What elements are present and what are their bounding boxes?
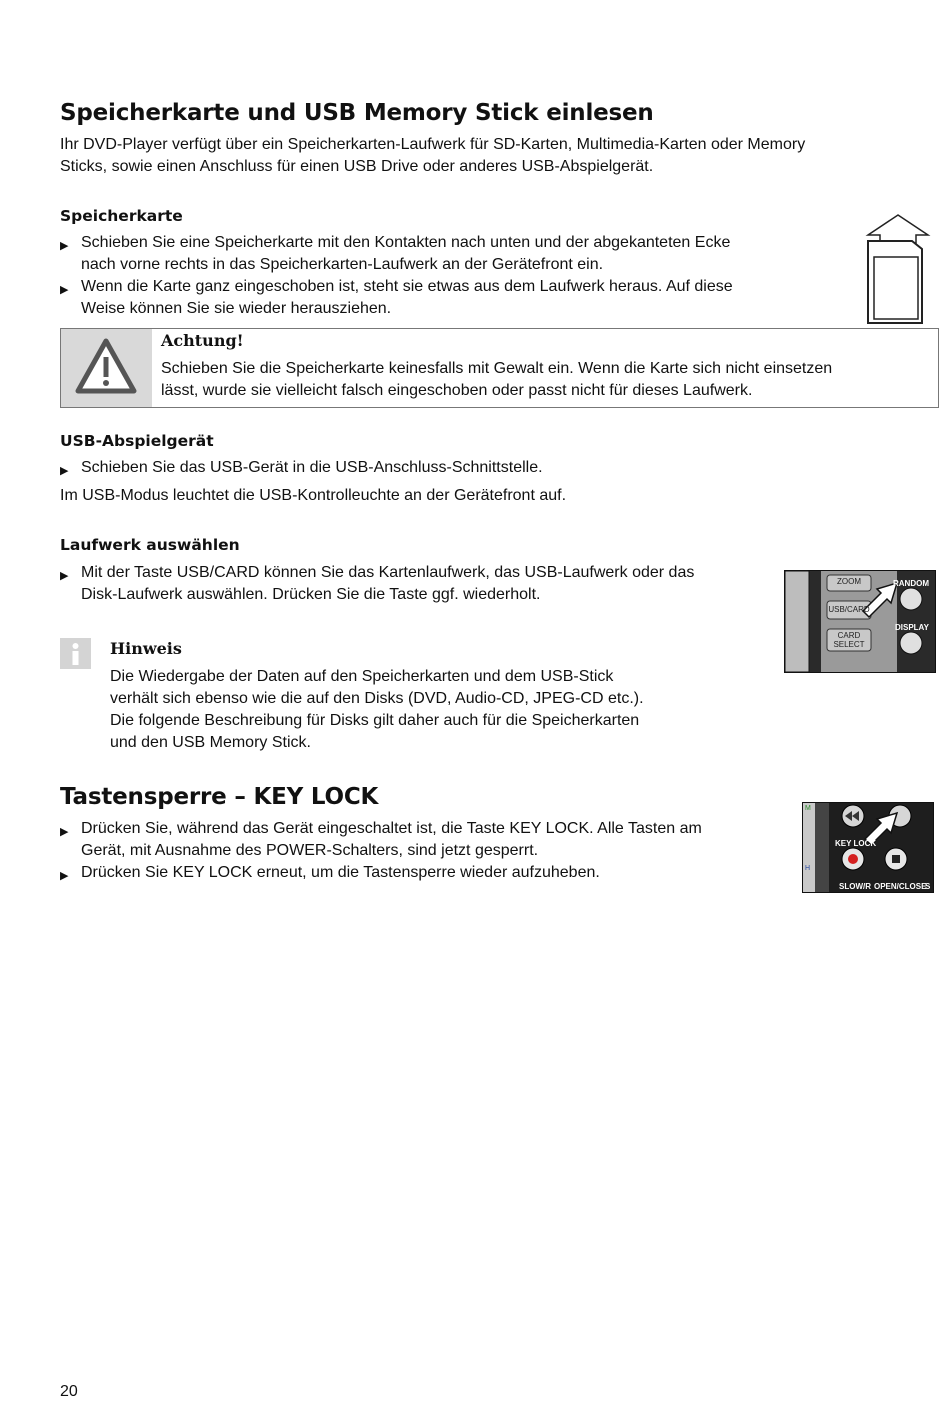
list-item [60, 276, 830, 320]
bullet-arrow-icon: ▶ [60, 870, 69, 882]
list-item [60, 232, 830, 276]
text: -Schalters, sind jetzt gesperrt. [326, 842, 539, 859]
bullet-arrow-icon: ▶ [60, 465, 69, 477]
list-item [60, 862, 790, 887]
card-label: CARD [837, 631, 861, 640]
bullet-text [81, 818, 702, 840]
text: Gerät, mit Ausnahme des [81, 842, 266, 859]
bullet-text: Disk-Laufwerk auswählen. Drücken Sie die Taste ggf. wiederholt. [81, 586, 541, 603]
s-label: S [925, 882, 931, 891]
bullet-text: nach vorne rechts in das Speicherkarten-Laufwerk an der Gerätefront ein. [81, 256, 604, 273]
bullet-text [81, 562, 694, 584]
key-name-keylock: KEY LOCK [509, 820, 590, 837]
text: können Sie das Kartenlaufwerk, das USB-Laufwerk oder das [259, 564, 695, 581]
bullet-arrow-icon: ▶ [60, 826, 69, 838]
hint-text-line: verhält sich ebenso wie die auf den Disks (DVD, Audio-CD, JPEG-CD etc.). [110, 690, 644, 707]
heading-usb: USB-Abspielgerät [60, 432, 214, 450]
h-label: H [805, 865, 811, 872]
intro-line-1: Ihr DVD-Player verfügt über ein Speicherkarten-Laufwerk für SD-Karten, Multimedia-Karten oder Memory [60, 136, 806, 153]
bullet-text: Schieben Sie das USB-Gerät in die USB-Anschluss-Schnittstelle. [81, 459, 543, 476]
list-item [60, 457, 543, 482]
section-title-memory-card: Speicherkarte und USB Memory Stick einlesen [60, 100, 654, 126]
hint-text [110, 666, 644, 754]
info-i-icon [60, 638, 91, 669]
hint-text-line: und den USB Memory Stick. [110, 734, 311, 751]
m-label: M [805, 805, 811, 812]
bullet-arrow-icon: ▶ [60, 570, 69, 582]
text: Drücken Sie, während das Gerät eingeschaltet ist, die Taste [81, 820, 510, 837]
section-title-key-lock: Tastensperre – KEY LOCK [60, 784, 379, 810]
key-name-power: POWER [265, 842, 327, 859]
keylock-label: KEY LOCK [835, 839, 877, 848]
keylock-list [60, 818, 790, 887]
hint-text-line: Die Wiedergabe der Daten auf den Speicherkarten und dem USB-Stick [110, 668, 614, 685]
bullet-text: Weise können Sie sie wieder herausziehen. [81, 300, 392, 317]
warning-text-line: lässt, wurde sie vielleicht falsch eingeschoben oder passt nicht für dieses Laufwerk. [161, 382, 753, 399]
slow-label: SLOW/R [839, 882, 871, 891]
info-icon [60, 638, 91, 669]
bullet-arrow-icon: ▶ [60, 284, 69, 296]
heading-speicherkarte: Speicherkarte [60, 207, 183, 225]
heading-laufwerk: Laufwerk auswählen [60, 536, 240, 554]
intro-line-2: Sticks, sowie einen Anschluss für einen USB Drive oder anderes USB-Abspielgerät. [60, 158, 654, 175]
usb-note: Im USB-Modus leuchtet die USB-Kontrolleuchte an der Gerätefront auf. [60, 487, 567, 504]
usbcard-button: USB/CARD [828, 605, 870, 614]
select-label: SELECT [833, 640, 865, 649]
openclose-label: OPEN/CLOSE [874, 882, 927, 891]
display-label: DISPLAY [895, 623, 929, 632]
warning-triangle-icon [61, 329, 152, 407]
list-item [60, 562, 780, 606]
sd-card-insert-icon [862, 213, 934, 327]
laufwerk-list [60, 562, 780, 606]
warning-text-line: Schieben Sie die Speicherkarte keinesfalls mit Gewalt ein. Wenn die Karte sich nicht einsetzen [161, 360, 833, 377]
warning-icon-cell [61, 329, 152, 407]
bullet-text: Wenn die Karte ganz eingeschoben ist, steht sie etwas aus dem Laufwerk heraus. Auf diese [81, 278, 733, 295]
intro-paragraph [60, 134, 805, 178]
card-select-button [827, 631, 871, 649]
bullet-text [81, 840, 702, 862]
usb-list [60, 457, 543, 482]
warning-box [60, 328, 939, 408]
random-label: RANDOM [893, 579, 929, 588]
speicherkarte-bullets [60, 232, 830, 320]
remote-usbcard-illustration [784, 570, 936, 673]
bullet-text: Schieben Sie eine Speicherkarte mit den Kontakten nach unten und der abgekanteten Ecke [81, 234, 731, 251]
text: erneut, um die Tastensperre wieder aufzuheben. [252, 864, 600, 881]
page-number: 20 [60, 1383, 78, 1400]
text: Mit der Taste [81, 564, 177, 581]
hint-title: Hinweis [110, 639, 182, 658]
text: . Alle Tasten am [589, 820, 702, 837]
warning-title: Achtung! [161, 331, 244, 350]
text: Drücken Sie [81, 864, 173, 881]
bullet-arrow-icon: ▶ [60, 240, 69, 252]
key-name-keylock: KEY LOCK [172, 864, 253, 881]
warning-text [161, 358, 832, 402]
list-item [60, 818, 790, 862]
zoom-button: ZOOM [837, 577, 861, 586]
remote-keylock-illustration [802, 802, 934, 893]
bullet-text [81, 862, 600, 887]
hint-text-line: Die folgende Beschreibung für Disks gilt daher auch für die Speicherkarten [110, 712, 640, 729]
key-name-usbcard: USB/CARD [176, 564, 260, 581]
